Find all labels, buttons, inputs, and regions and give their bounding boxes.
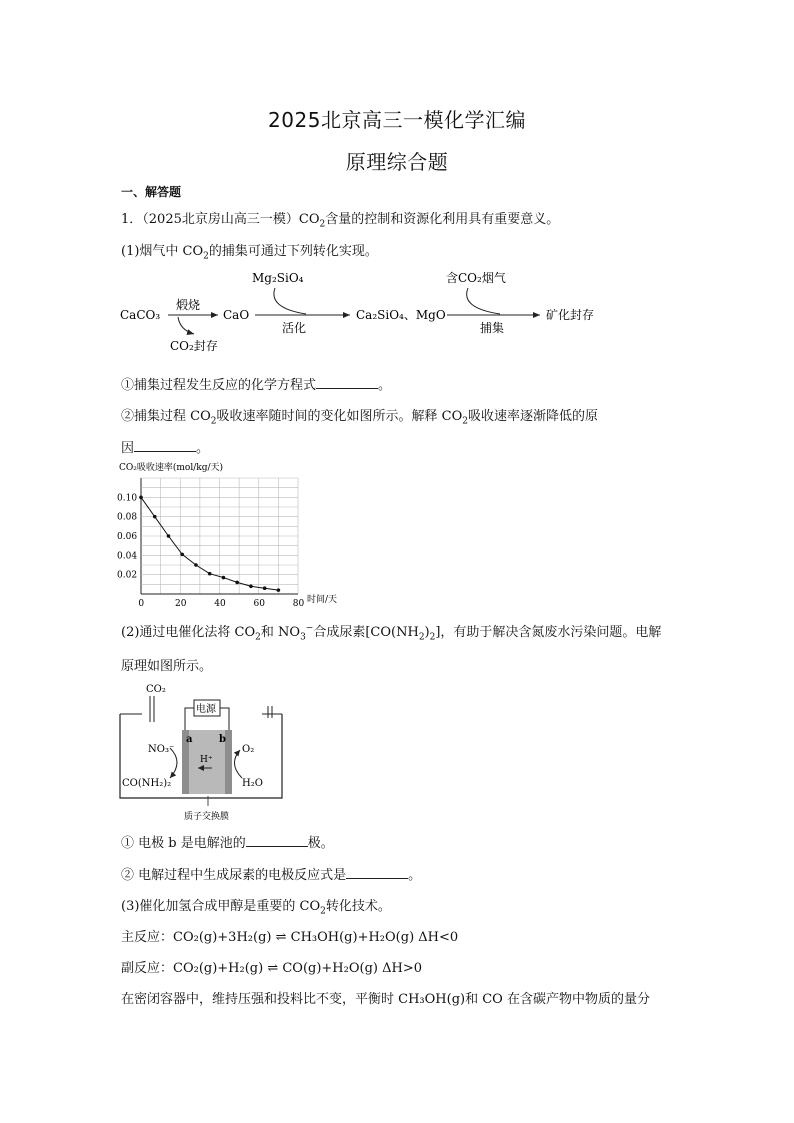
q2-1-text: ① 电极 b 是电解池的 — [121, 836, 246, 851]
q1-2-end: 。 — [196, 441, 210, 456]
chart-data-point — [139, 496, 143, 500]
part1-text: (1)烟气中 CO — [121, 244, 204, 259]
intro-sub: 2 — [319, 219, 326, 230]
power-label: 电源 — [196, 704, 216, 715]
document-title: 2025北京高三一模化学汇编 — [268, 108, 526, 132]
caco3-label: CaCO₃ — [120, 308, 161, 322]
co2-release-arrow — [178, 317, 194, 334]
part1-sub: 2 — [203, 251, 209, 262]
q1-2 — [121, 405, 598, 427]
chart-x-label: 时间/天 — [307, 595, 338, 605]
chart-data-point — [222, 576, 226, 580]
capture-flow-diagram — [110, 262, 610, 360]
mineral-label: 矿化封存 — [546, 308, 595, 322]
chart-data-point — [277, 588, 281, 592]
answer-blank[interactable] — [346, 866, 408, 879]
q1-2-sub: 2 — [210, 416, 217, 427]
document-subtitle: 原理综合题 — [345, 150, 449, 174]
nitrate-label: NO₃⁻ — [148, 744, 175, 755]
main-reaction: 主反应：CO₂(g)+3H₂(g) ⇌ CH₃OH(g)+H₂O(g) ΔH<0 — [121, 930, 459, 945]
part3-text-2: 转化技术。 — [325, 899, 391, 914]
electrode-a-label: a — [186, 734, 193, 745]
part2-sub-2: 3 — [300, 632, 306, 643]
chart-y-label: CO₂吸收速率(mol/kg/天) — [119, 463, 224, 473]
intro-text: 含量的控制和资源化利用具有重要意义。 — [325, 212, 560, 227]
chart-y-tick-label: 0.04 — [117, 551, 138, 562]
chart-x-tick-label: 40 — [214, 599, 226, 608]
part3-text: (3)催化加氢合成甲醇是重要的 CO — [121, 899, 321, 914]
electrode-b-label: b — [219, 734, 226, 745]
chart-data-point — [263, 586, 267, 590]
chart-y-tick-label: 0.10 — [117, 493, 138, 504]
chart-data-point — [194, 563, 198, 567]
chart-y-tick-label: 0.08 — [117, 512, 138, 523]
chart-y-tick-label: 0.02 — [117, 570, 138, 581]
question-number: 1． — [121, 212, 143, 227]
side-reaction: 副反应：CO₂(g)+H₂(g) ⇌ CO(g)+H₂O(g) ΔH>0 — [121, 961, 422, 976]
chart-x-tick-label: 80 — [292, 599, 305, 608]
part2-sub-4: 2 — [429, 632, 436, 643]
q1-1-end: 。 — [378, 378, 392, 393]
chart-x-tick-label: 20 — [175, 599, 187, 608]
q2-1 — [121, 832, 334, 851]
o2-label: O₂ — [242, 744, 255, 755]
part-1-heading — [121, 240, 378, 262]
closing-text: 在密闭容器中，维持压强和投料比不变，平衡时 CH₃OH(g)和 CO 在含碳产物中物质的量分 — [121, 992, 650, 1007]
flue-gas-input-curve — [467, 288, 500, 314]
q2-2-text: ② 电解过程中生成尿素的电极反应式是 — [121, 868, 347, 883]
part-3-heading — [121, 895, 391, 917]
q2-2 — [121, 864, 421, 883]
anode-reaction-arrow — [234, 750, 242, 778]
h-plus-label: H⁺ — [200, 755, 213, 765]
activate-label: 活化 — [282, 321, 307, 335]
urea-label: CO(NH₂)₂ — [122, 778, 172, 789]
chart-data-point — [208, 572, 212, 576]
part2-text-5: ]，有助于解决含氮废水污染问题。电解 — [435, 625, 662, 640]
section-heading: 一、解答题 — [121, 185, 182, 199]
q2-2-end: 。 — [408, 868, 422, 883]
question-source: （2025北京房山高三一模） — [142, 212, 299, 227]
question-1-intro — [121, 208, 559, 230]
answer-blank[interactable] — [134, 439, 196, 452]
capture-label: 捕集 — [480, 321, 505, 335]
intro-co2: CO — [298, 212, 320, 227]
q1-2-text: ②捕集过程 CO — [121, 409, 211, 424]
h2o-label: H₂O — [242, 778, 263, 789]
cao-label: CaO — [223, 308, 250, 322]
q1-2-sub-2: 2 — [462, 416, 468, 427]
q1-1-text: ①捕集过程发生反应的化学方程式 — [121, 378, 317, 393]
chart-data-point — [167, 534, 171, 538]
mg2sio4-input-curve — [274, 288, 306, 314]
part2-text-4: ) — [424, 625, 430, 640]
part2-text-2: 和 NO — [260, 625, 301, 640]
chart-data-point — [249, 584, 253, 588]
part1-text-2: 的捕集可通过下列转化实现。 — [208, 244, 378, 259]
wire-b — [220, 708, 229, 730]
q1-2-line-2 — [121, 437, 209, 456]
answer-blank[interactable] — [316, 376, 378, 389]
calcine-label: 煅烧 — [176, 298, 201, 312]
part2-text: (2)通过电催化法将 CO — [121, 625, 256, 640]
q2-1-end: 极。 — [307, 836, 334, 851]
electrolysis-cell-diagram — [112, 678, 302, 826]
chart-x-tick-label: 60 — [253, 599, 266, 608]
q1-2-text-2: 吸收速率随时间的变化如图所示。解释 CO — [216, 409, 463, 424]
chart-data-point — [235, 581, 239, 585]
chart-series-line — [141, 497, 278, 590]
co2-label: CO₂ — [146, 684, 166, 695]
q1-1 — [121, 374, 391, 393]
q1-2-cause: 因 — [121, 441, 135, 456]
answer-blank[interactable] — [246, 834, 308, 847]
absorption-rate-chart — [115, 458, 355, 608]
part2-sub-3: 2 — [418, 632, 425, 643]
electrode-b — [225, 730, 232, 794]
flue-gas-label: 含CO₂烟气 — [446, 271, 506, 285]
chart-data-point — [153, 515, 157, 519]
chart-data-point — [180, 553, 184, 557]
mg2sio4-label: Mg₂SiO₄ — [252, 271, 304, 285]
products-label: Ca₂SiO₄、MgO — [356, 308, 446, 322]
part-2-heading — [121, 621, 661, 643]
co2-storage-label: CO₂封存 — [170, 339, 218, 353]
chart-y-tick-label: 0.06 — [117, 532, 138, 542]
membrane-label: 质子交换膜 — [184, 812, 230, 822]
part2-sub: 2 — [255, 632, 261, 643]
part3-sub: 2 — [320, 906, 326, 917]
part-2-line-2: 原理如图所示。 — [121, 659, 213, 674]
part2-text-3: 合成尿素[CO(NH — [313, 625, 419, 640]
part2-sup: − — [305, 623, 314, 634]
wire-a — [185, 708, 194, 730]
chart-x-tick-label: 0 — [138, 599, 145, 608]
q1-2-text-3: 吸收速率逐渐降低的原 — [467, 409, 598, 424]
